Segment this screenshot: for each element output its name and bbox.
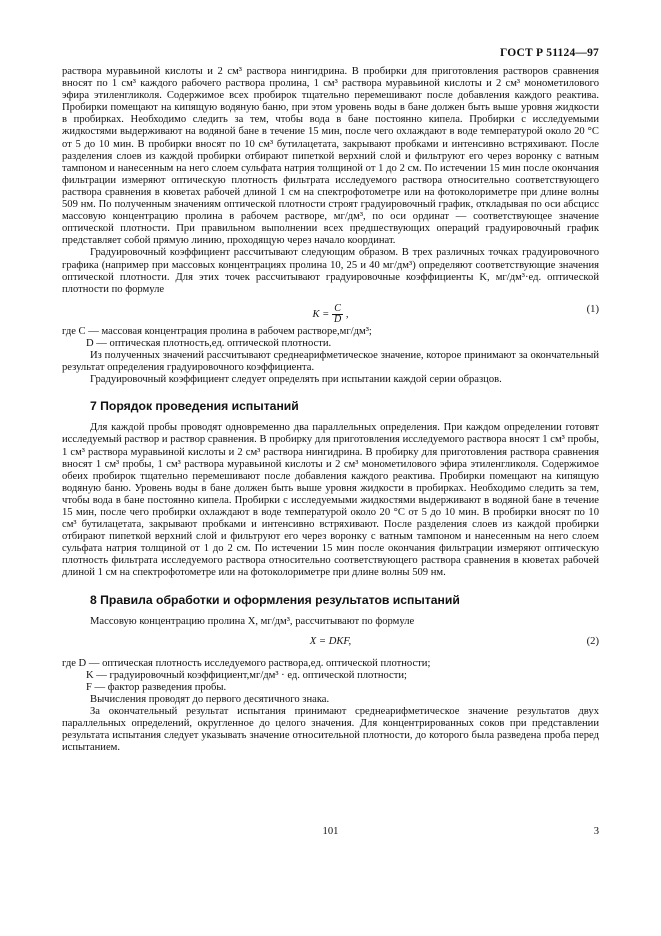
paragraph: Из полученных значений рассчитывают среднеарифметическое значение, которое принимают за окончательный результат определения градуировочного коэффициента. [62, 349, 599, 374]
paragraph: раствора муравьиной кислоты и 2 см³ раствора нингидрина. В пробирки для приготовления растворов сравнения вносят по 1 см³ каждого рабочего раствора пролина, 1 см³ раствора муравьиной кислоты и 2 см³ монометилового эфира этиленгликоля. Содержимое всех пробирок тщательно перемешивают после добавления каждого реактива. Пробирки помещают на кипящую водяную баню, при этом уровень воды в бане должен быть выше уровня жидкости в пробирках. Необходимо следить за тем, чтобы вода в бане постоянно кипела. Пробирки с исследуемыми жидкостями выдерживают на водяной бане в течение 15 мин, после чего охлаждают в воде температурой около 20 °С от 5 до 10 мин. В пробирки вносят по 10 см³ бутилацетата, закрывают пробками и интенсивно встряхивают. После разделения слоев из каждой пробирки отбирают пипеткой верхний слой и фильтруют его через воронку с ватным тампоном и нанесенным на него слоем сульфата натрия толщиной от 1 до 2 см. По истечении 15 мин после окончания фильтрации измеряют оптическую плотность фильтрата исследуемого раствора относительно соответствующего раствора сравнения в кюветах рабочей длиной 1 см на спектрофотометре или на фотоколориметре при длине волны 509 нм. По полученным значениям оптической плотности строят градуировочный график, откладывая по оси абсцисс массовую концентрацию пролина в рабочем растворе, мг/дм³, по оси ординат — соответствующее значение оптической плотности. При правильном выполнении всех предшествующих операций градуировочный график представляет собой прямую линию, проходящую через начало координат. [62, 66, 599, 247]
definition-row: D — оптическая плотность,ед. оптической плотности. [86, 337, 332, 349]
section-heading-7: 7 Порядок проведения испытаний [90, 399, 299, 414]
fraction [332, 304, 343, 325]
paragraph: За окончательный результат испытания принимают среднеарифметическое значение результатов двух параллельных определений, округленное до целого значения. Для концентрированных соков при представлении результата испытания следует указывать значение относительной плотности, до которого была разведена проба перед испытанием. [62, 706, 599, 754]
paragraph: Для каждой пробы проводят одновременно два параллельных определения. При каждом определении готовят исследуемый раствор и раствор сравнения. В пробирку для приготовления исследуемого раствора вносят 1 см³ пробы, 1 см³ раствора муравьиной кислоты и 2 см³ раствора нингидрина. В пробирку для приготовления раствора сравнения вносят 1 см³ пробы, 1 см³ раствора муравьиной кислоты и 2 см³ монометилового эфира этиленгликоля. Содержимое обеих пробирок тщательно перемешивают после добавления каждого реактива. Пробирки помещают на кипящую водяную баню. Уровень воды в бане должен быть выше уровня жидкости в пробирках. Необходимо следить за тем, чтобы вода в бане постоянно кипела. Пробирки с исследуемыми жидкостями выдерживают в водяной бане в течение 15 мин, после чего пробирки охлаждают в воде температурой около 20 °С от 5 до 10 мин. В пробирки вносят по 10 см³ бутилацетата, закрывают пробками и интенсивно встряхивают. После разделения слоев из каждой пробирки отбирают пипеткой верхний слой и фильтруют его через воронку с ватным тампоном и нанесенным на него слоем сульфата натрия толщиной от 1 до 2 см. По истечении 15 мин после окончания фильтрации измеряют оптическую плотность фильтрата исследуемого раствора относительно соответствующего раствора сравнения в кюветах рабочей длиной 1 см на спектрофотометре или на фотоколориметре при длине волны 509 нм. [62, 422, 599, 579]
formula-lhs: K = [312, 308, 330, 320]
section-heading-8: 8 Правила обработки и оформления результатов испытаний [90, 592, 460, 607]
definitions-1 [62, 326, 599, 350]
formula-2 [62, 632, 599, 654]
fraction-denominator: D [333, 313, 342, 325]
formula-number: (1) [586, 303, 599, 315]
fraction-numerator: C [332, 304, 343, 315]
document-header: ГОСТ Р 51124—97 [500, 47, 599, 59]
paragraph: Градуировочный коэффициент рассчитывают следующим образом. В трех различных точках градуировочного графика (например при массовых концентрациях пролина 10, 25 и 40 мг/дм³) определяют соответствующие значения оптической плотности. Для этих точек рассчитывают градуировочные коэффициенты K, мг/дм³·ед. оптической плотности по формуле [62, 247, 599, 295]
document-body [62, 66, 599, 755]
formula-expression: X = DKF, [309, 635, 352, 647]
formula-number: (2) [586, 635, 599, 647]
paragraph: Массовую концентрацию пролина X, мг/дм³, рассчитывают по формуле [90, 615, 415, 627]
paragraph: Градуировочный коэффициент следует определять при испытании каждой серии образцов. [90, 374, 502, 386]
definitions-2 [62, 658, 599, 694]
definition-row: где C — массовая концентрация пролина в рабочем растворе,мг/дм³; [62, 325, 372, 337]
page-number-right: 3 [593, 826, 599, 837]
paragraph: Вычисления проводят до первого десятичного знака. [90, 694, 330, 706]
definition-row: K — градуировочный коэффициент,мг/дм³ · ед. оптической плотности; [86, 669, 408, 681]
formula-1 [62, 300, 599, 325]
definition-row: F — фактор разведения пробы. [86, 681, 227, 693]
definition-row: где D — оптическая плотность исследуемого раствора,ед. оптической плотности; [62, 657, 431, 669]
page-number-center: 101 [322, 826, 339, 837]
formula-tail: , [345, 308, 349, 320]
